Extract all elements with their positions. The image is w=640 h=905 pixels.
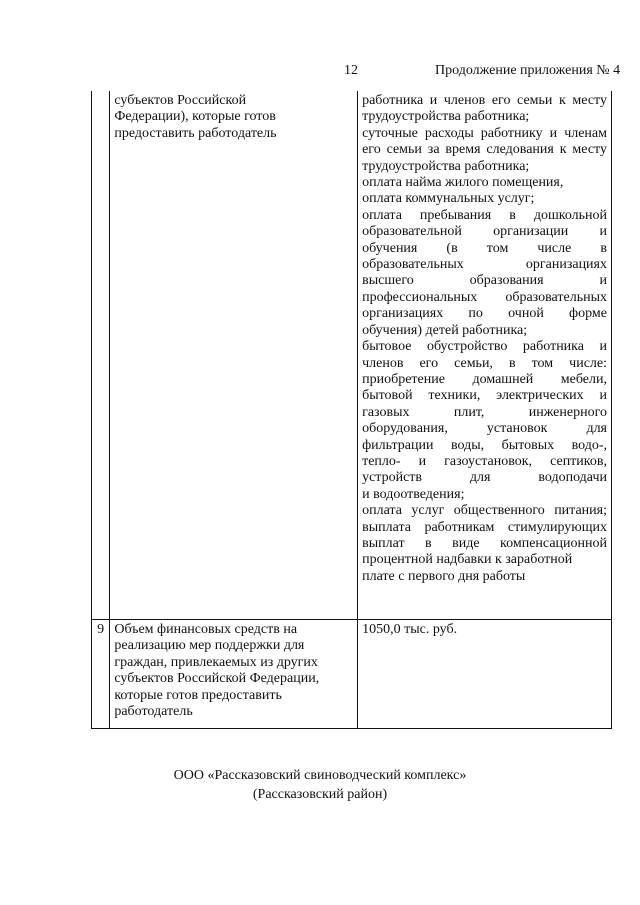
value-line: устройств для водоподачи (362, 470, 607, 486)
value-line: организациях по очной форме (362, 306, 607, 322)
value-line: и водоотведения; (362, 486, 465, 502)
value-line: трудоустройства работника; (362, 109, 530, 125)
label-line: субъектов Российской (114, 93, 247, 108)
label-line: реализацию мер поддержки для (114, 638, 305, 654)
value-line: газовых плит, инженерного (362, 404, 607, 420)
value-line: бытовой техники, электрических и (362, 388, 607, 404)
district-name: (Рассказовский район) (252, 787, 388, 802)
continuation-caption: Продолжение приложения № 4 (435, 63, 621, 78)
value-line: его семьи за время следования к месту (362, 142, 607, 158)
organization-name: ООО «Рассказовский свиноводческий комплекс» (173, 768, 467, 783)
value-line: фильтрации воды, бытовых водо-, (362, 437, 607, 453)
value-line: оплата найма жилого помещения, (362, 175, 564, 191)
value-line: работника и членов его семьи к месту (362, 93, 607, 108)
label-line: субъектов Российской Федерации, (114, 671, 320, 687)
value-line: выплат в виде компенсационной (362, 535, 607, 551)
row-value-cell (358, 620, 612, 729)
value-line: образовательной организации и (362, 224, 607, 240)
label-line: которые готов предоставить (114, 687, 282, 703)
value-line: обучения (в том числе в (362, 240, 607, 256)
row-label-cell (110, 620, 358, 729)
value-line: профессиональных образовательных (362, 289, 607, 305)
label-line: Объем финансовых средств на (114, 622, 298, 637)
value-line: трудоустройства работника; (362, 158, 530, 174)
value-line: оплата коммунальных услуг; (362, 191, 535, 207)
value-line: приобретение домашней мебели, (362, 371, 607, 387)
value-line: образовательных организациях (362, 257, 607, 273)
value-line: суточные расходы работнику и членам (362, 125, 607, 141)
row-label-cell (110, 91, 358, 620)
value-line: плате с первого дня работы (362, 568, 526, 584)
value-line: выплата работникам стимулирующих (362, 519, 607, 535)
value-line: процентной надбавки к заработной (362, 552, 573, 568)
value-line: оплата услуг общественного питания; (362, 503, 607, 519)
value-line: членов его семьи, в том числе: (362, 355, 607, 371)
table-row (92, 91, 612, 620)
table-row (92, 620, 612, 729)
row-number-cell (92, 91, 110, 620)
label-line: граждан, привлекаемых из других (114, 654, 318, 670)
row-value-cell (358, 91, 612, 620)
support-measures-table (91, 91, 612, 729)
value-line: бытовое обустройство работника и (362, 339, 607, 355)
value-line: обучения) детей работника; (362, 322, 528, 338)
financing-amount: 1050,0 тыс. руб. (362, 622, 458, 637)
label-text (114, 93, 353, 142)
value-line: тепло- и газоустановок, септиков, (362, 453, 607, 469)
value-line: оплата пребывания в дошкольной (362, 207, 607, 223)
label-line: предоставить работодатель (114, 125, 277, 141)
value-line: высшего образования и (362, 273, 607, 289)
value-line: оборудования, установок для (362, 421, 607, 437)
row-number-cell: 9 (92, 620, 110, 729)
label-text (114, 622, 353, 720)
label-line: Федерации), которые готов (114, 109, 276, 125)
page-number: 12 (344, 63, 358, 78)
label-line: работодатель (114, 704, 193, 720)
value-text (362, 93, 607, 585)
